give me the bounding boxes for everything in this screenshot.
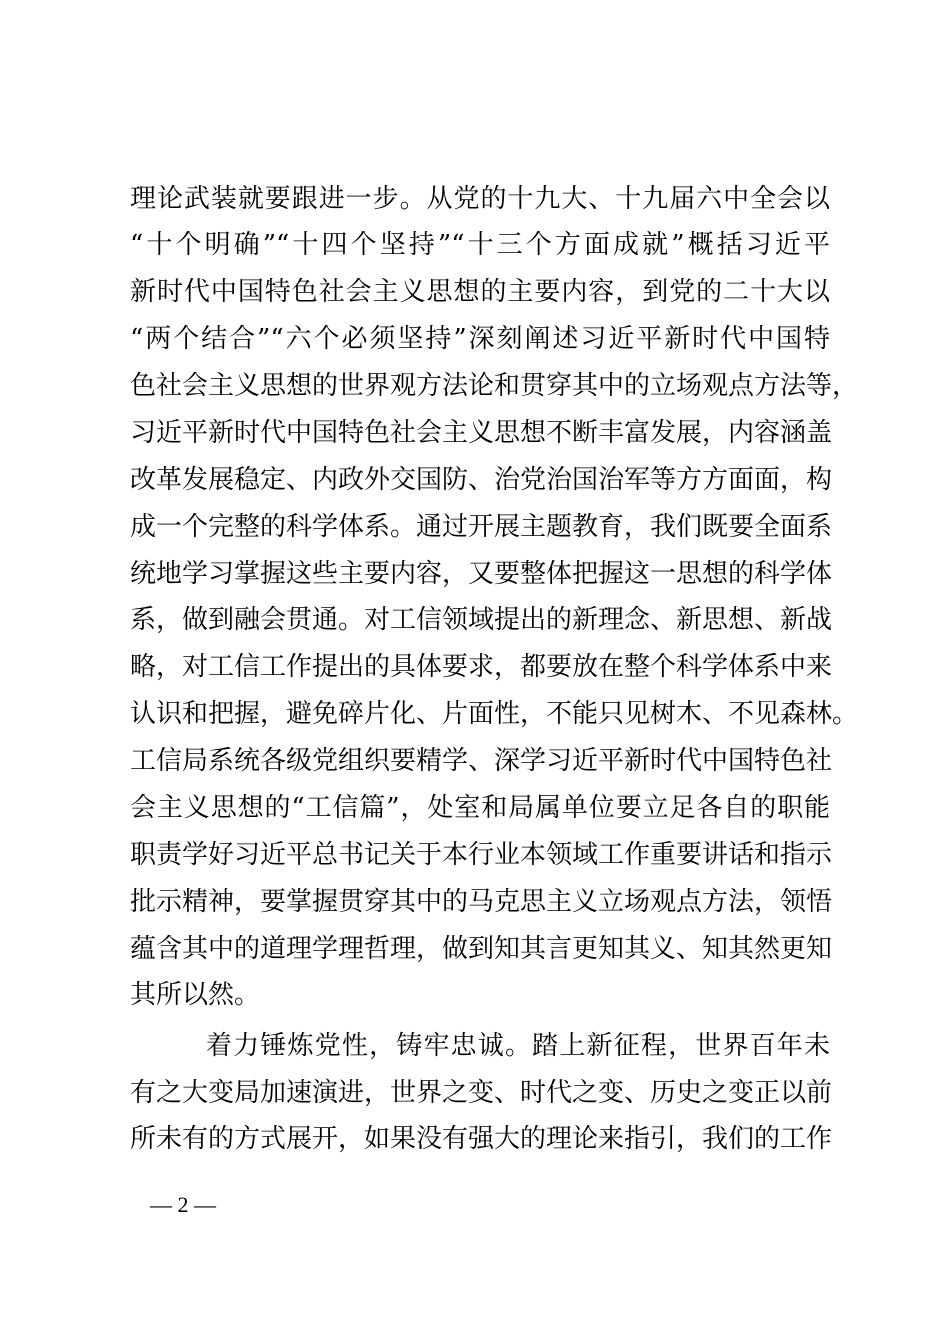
paragraph1-line-4: “两个结合”“六个必须坚持”深刻阐述习近平新时代中国特 [130,324,830,354]
page-number: — 2 — [150,1192,216,1217]
paragraph1-line-14: 会主义思想的“工信篇”，处室和局属单位要立足各自的职能 [130,793,830,823]
paragraph1-line-16: 批示精神，要掌握贯穿其中的马克思主义立场观点方法，领悟 [130,887,833,917]
paragraph1-line-9: 统地学习掌握这些主要内容，又要整体把握这一思想的科学体 [130,559,833,589]
paragraph1-line-2: “十个明确”“十四个坚持”“十三个方面成就”概括习近平 [130,230,830,260]
paragraph1-line-10: 系，做到融会贯通。对工信领域提出的新理念、新思想、新战 [130,605,833,635]
paragraph1-line-13: 工信局系统各级党组织要精学、深学习近平新时代中国特色社 [130,746,833,776]
paragraph1-line-5: 色社会主义思想的世界观方法论和贯穿其中的立场观点方法等， [130,371,859,401]
paragraph1-line-17: 蕴含其中的道理学理哲理，做到知其言更知其义、知其然更知 [130,934,833,964]
paragraph2-line-2: 有之大变局加速演进，世界之变、时代之变、历史之变正以前 [130,1078,833,1108]
paragraph1-line-18: 其所以然。 [130,980,261,1010]
paragraph1-line-8: 成一个完整的科学体系。通过开展主题教育，我们既要全面系 [130,512,833,542]
paragraph2-line-1: 着力锤炼党性，铸牢忠诚。踏上新征程，世界百年未 [206,1031,830,1061]
paragraph1-line-11: 略，对工信工作提出的具体要求，都要放在整个科学体系中来 [130,652,833,682]
paragraph2-line-3: 所未有的方式展开，如果没有强大的理论来指引，我们的工作 [130,1124,833,1154]
paragraph1-line-6: 习近平新时代中国特色社会主义思想不断丰富发展，内容涵盖 [130,418,833,448]
paragraph1-line-7: 改革发展稳定、内政外交国防、治党治国治军等方方面面，构 [130,465,833,495]
paragraph1-line-1: 理论武装就要跟进一步。从党的十九大、十九届六中全会以 [130,184,830,214]
paragraph1-line-3: 新时代中国特色社会主义思想的主要内容，到党的二十大以 [130,277,830,307]
paragraph1-line-15: 职责学好习近平总书记关于本行业本领域工作重要讲话和指示 [130,840,833,870]
paragraph1-line-12: 认识和把握，避免碎片化、片面性，不能只见树木、不见森林。 [130,699,859,729]
